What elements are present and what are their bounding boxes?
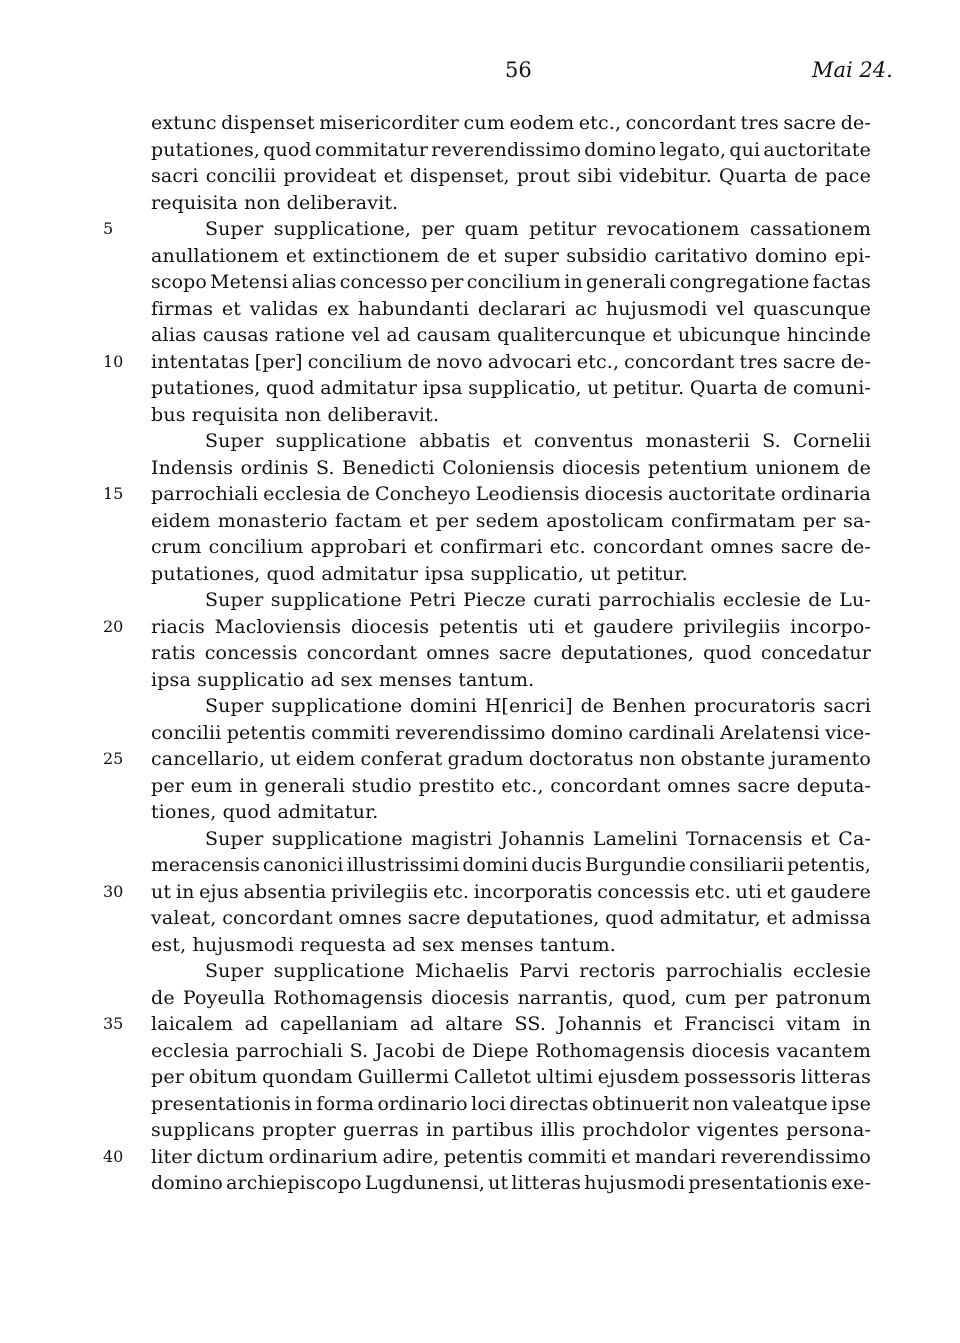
text-line: sacri concilii provideat et dispenset, prout sibi videbitur. Quarta de pace: [151, 165, 871, 187]
text-line: laicalem ad capellaniam ad altare SS. Johannis et Francisci vitam in: [151, 1013, 871, 1035]
text-line: scopo Metensi alias concesso per concilium in generali congregatione factas: [151, 271, 871, 293]
text-line: concilii petentis commiti reverendissimo domino cardinali Arelatensi vice-: [151, 721, 871, 744]
text-line: presentationis in forma ordinario loci directas obtinuerit non valeatque ipse: [151, 1092, 871, 1115]
text-line: ipsa supplicatio ad sex menses tantum.: [151, 668, 535, 691]
text-line: ratis concessis concordant omnes sacre deputationes, quod concedatur: [151, 642, 871, 664]
text-line: ut in ejus absentia privilegiis etc. incorporatis concessis etc. uti et gaudere: [151, 880, 871, 903]
text-line: per eum in generali studio prestito etc., concordant omnes sacre deputa-: [151, 774, 871, 797]
text-line: supplicans propter guerras in partibus illis prochdolor vigentes persona-: [151, 1119, 871, 1141]
line-number: 15: [103, 484, 124, 503]
text-line: crum concilium approbari et confirmari etc. concordant omnes sacre de-: [151, 536, 871, 558]
text-line: de Poyeulla Rothomagensis diocesis narrantis, quod, cum per patronum: [151, 986, 871, 1009]
line-number: 35: [103, 1014, 124, 1033]
text-line: meracensis canonici illustrissimi domini ducis Burgundie consiliarii petentis,: [151, 854, 871, 876]
text-line: putationes, quod admitatur ipsa supplicatio, ut petitur.: [151, 562, 688, 585]
line-number: 5: [103, 219, 114, 238]
text-line: cancellario, ut eidem conferat gradum doctoratus non obstante juramento: [151, 748, 871, 770]
text-line: eidem monasterio factam et per sedem apostolicam confirmatam per sa-: [151, 509, 871, 532]
text-line: anullationem et extinctionem de et super subsidio caritativo domino epi-: [151, 244, 871, 267]
text-line: tiones, quod admitatur.: [151, 801, 379, 823]
line-number: 20: [103, 616, 124, 636]
line-number: 10: [103, 351, 124, 371]
text-line: firmas et validas ex habundanti declarari ac hujusmodi vel quascunque: [151, 297, 871, 320]
text-line: liter dictum ordinarium adire, petentis commiti et mandari reverendissimo: [151, 1145, 871, 1168]
line-number: 25: [103, 749, 124, 768]
text-line: alias causas ratione vel ad causam qualitercunque et ubicunque hincinde: [151, 324, 871, 346]
page-header: [0, 58, 960, 88]
text-line: Super supplicatione Michaelis Parvi rectoris parrochialis ecclesie: [205, 960, 871, 982]
text-line: per obitum quondam Guillermi Calletot ultimi ejusdem possessoris litteras: [151, 1066, 871, 1088]
line-number: 30: [103, 881, 124, 901]
text-line: ecclesia parrochiali S. Jacobi de Diepe Rothomagensis diocesis vacantem: [151, 1039, 871, 1062]
text-line: bus requisita non deliberavit.: [151, 403, 440, 426]
text-line: riacis Macloviensis diocesis petentis uti et gaudere privilegiis incorpo-: [151, 615, 871, 638]
text-line: requisita non deliberavit.: [151, 191, 399, 214]
text-line: putationes, quod commitatur reverendissimo domino legato, qui auctoritate: [151, 138, 871, 161]
text-line: valeat, concordant omnes sacre deputationes, quod admitatur, et admissa: [151, 907, 871, 929]
text-line: domino archiepiscopo Lugdunensi, ut litteras hujusmodi presentationis exe-: [151, 1172, 871, 1194]
text-line: Super supplicatione magistri Johannis Lamelini Tornacensis et Ca-: [205, 827, 871, 850]
text-line: parrochiali ecclesia de Concheyo Leodiensis diocesis auctoritate ordinaria: [151, 483, 871, 505]
text-line: est, hujusmodi requesta ad sex menses tantum.: [151, 933, 616, 956]
text-line: putationes, quod admitatur ipsa supplicatio, ut petitur. Quarta de comuni-: [151, 377, 871, 399]
running-head-date: Mai 24.: [812, 58, 893, 82]
text-line: intentatas [per] concilium de novo advocari etc., concordant tres sacre de-: [151, 350, 871, 373]
text-line: extunc dispenset misericorditer cum eodem etc., concordant tres sacre de-: [151, 112, 871, 134]
text-line: Super supplicatione, per quam petitur revocationem cassationem: [205, 218, 871, 240]
text-line: Super supplicatione Petri Piecze curati parrochialis ecclesie de Lu-: [205, 589, 871, 611]
text-line: Super supplicatione domini H[enrici] de Benhen procuratoris sacri: [205, 695, 871, 717]
line-number: 40: [103, 1146, 124, 1166]
text-line: Super supplicatione abbatis et conventus monasterii S. Cornelii: [205, 430, 871, 452]
text-line: Indensis ordinis S. Benedicti Coloniensis diocesis petentium unionem de: [151, 456, 871, 479]
page-number: 56: [505, 58, 532, 82]
